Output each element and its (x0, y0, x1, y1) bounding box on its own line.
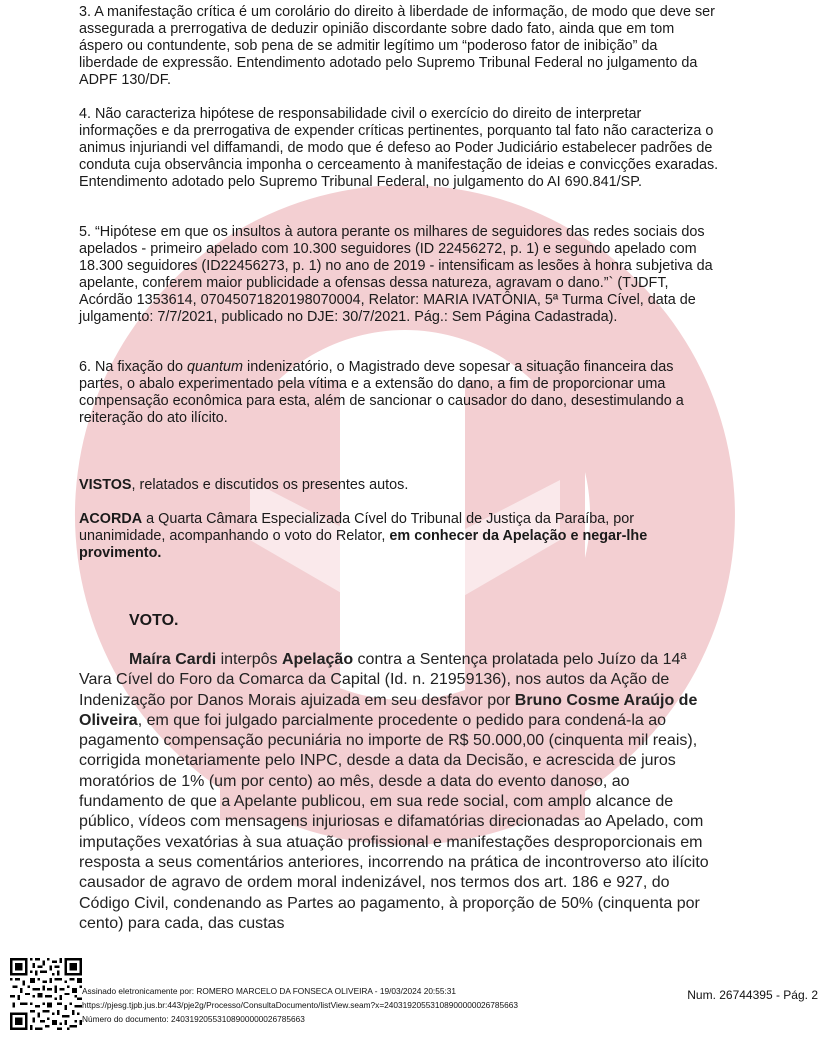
acorda-label: ACORDA (79, 511, 143, 527)
acorda-text: a Quarta Câmara Especializada Cível do Tribunal de Justiça da Paraíba, por unanimidade, acompanhando o voto do Relator, (79, 511, 635, 544)
apelado-name: Bruno Cosme Araújo de Oliveira (79, 691, 698, 729)
signature-info (82, 984, 518, 1026)
apelacao-term: Apelação (281, 651, 354, 668)
quantum-term: quantum (187, 359, 244, 375)
qr-code-icon[interactable] (10, 958, 82, 1030)
acorda-paragraph (79, 511, 719, 562)
voto-text-1: interpôs (216, 651, 282, 668)
document-url-link[interactable]: https://pjesg.tjpb.jus.br:443/pje2g/Processo/ConsultaDocumento/listView.seam?x=24031920553108900000026785663 (82, 1000, 518, 1010)
document-number: Número do documento: 24031920553108900000026785663 (82, 1014, 305, 1024)
voto-text-3: , em que foi julgado parcialmente procedente o pedido para condená-la ao pagamento compensação pecuniária no importe de R$ 50.000,00 (cinquenta mil reais), corrigida monetariamente pelo INPC, desde a data da Decisão, e acrescida de juros moratórios de 1% (um por cento) ao mês, desde a data do evento danoso, ao fundamento de que a Apelante publicou, em sua rede social, com amplo alcance de público, vídeos com mensagens injuriosas e difamatórias direcionadas ao Apelado, com imputações vexatórias à sua atuação profissional e manifestações desproporcionais em resposta a seus comentários anteriores, incorrendo na prática de incontroverso ato ilícito causador de agravo de ordem moral indenizável, nos termos dos art. 186 e 927, do Código Civil, condenando as Partes ao pagamento, à proporção de 50% (cinquenta por cento) para cada, das custas (79, 711, 709, 932)
signed-by-line: Assinado eletronicamente por: ROMERO MARCELO DA FONSECA OLIVEIRA - 19/03/2024 20:55:31 (82, 986, 456, 996)
ementa-item-3: 3. A manifestação crítica é um corolário do direito à liberdade de informação, de modo que deve ser assegurada a prerrogativa de deduzir opinião discordante sobre dado fato, ainda que em tom áspero ou contundente, sob pena de se admitir legítimo um “poderoso fator de inibição” da liberdade de expressão. Entendimento adotado pelo Supremo Tribunal Federal no julgamento da ADPF 130/DF. (79, 4, 715, 88)
ementa-item-6-end: indenizatório, o Magistrado deve sopesar a situação financeira das partes, o abalo experimentado pela vítima e a extensão do dano, a fim de proporcionar uma compensação econômica para esta, além de sancionar o causador do dano, desestimulando a reiteração do ato ilícito. (79, 359, 684, 426)
voto-heading: VOTO. (129, 612, 179, 629)
voto-paragraph (79, 650, 709, 934)
page-number: Num. 26744395 - Pág. 2 (687, 988, 818, 1002)
apelante-name: Maíra Cardi (129, 651, 217, 668)
voto-text-2: contra a Sentença prolatada pelo Juízo da 14ª Vara Cível do Foro da Comarca da Capital (Id. n. 21959136), nos autos da Ação de Indenização por Danos Morais ajuizada em seu desfavor por (79, 651, 687, 709)
vistos-text: , relatados e discutidos os presentes autos. (131, 477, 409, 493)
ementa-item-6 (79, 359, 719, 427)
signature-footer (0, 955, 826, 1035)
ementa-item-4: 4. Não caracteriza hipótese de responsabilidade civil o exercício do direito de interpretar informações e da prerrogativa de expender críticas pertinentes, porquanto tal fato não caracteriza o animus injuriandi vel diffamandi, de modo que é defeso ao Poder Judiciário estabelecer padrões de conduta cuja observância imponha o cerceamento à manifestação de ideias e convicções exaradas. Entendimento adotado pelo Supremo Tribunal Federal, no julgamento do AI 690.841/SP. (79, 106, 719, 190)
vistos-label: VISTOS (79, 477, 132, 493)
ementa-item-5: 5. “Hipótese em que os insultos à autora perante os milhares de seguidores das redes sociais dos apelados - primeiro apelado com 10.300 seguidores (ID 22456272, p. 1) e segundo apelado com 18.300 seguidores (ID22456273, p. 1) no ano de 2019 - intensificam as lesões à honra subjetiva da apelante, conferem maior publicidade a ofensas dessa natureza, agravam o dano.”` (TJDFT, Acórdão 1353614, 07045071820198070004, Relator: MARIA IVATÔNIA, 5ª Turma Cível, data de julgamento: 7/7/2021, publicado no DJE: 30/7/2021. Pág.: Sem Página Cadastrada). (79, 224, 713, 325)
acorda-decision: em conhecer da Apelação e negar-lhe provimento. (79, 528, 648, 561)
vistos-paragraph (79, 477, 408, 494)
ementa-item-6-start: 6. Na fixação do (79, 359, 187, 375)
